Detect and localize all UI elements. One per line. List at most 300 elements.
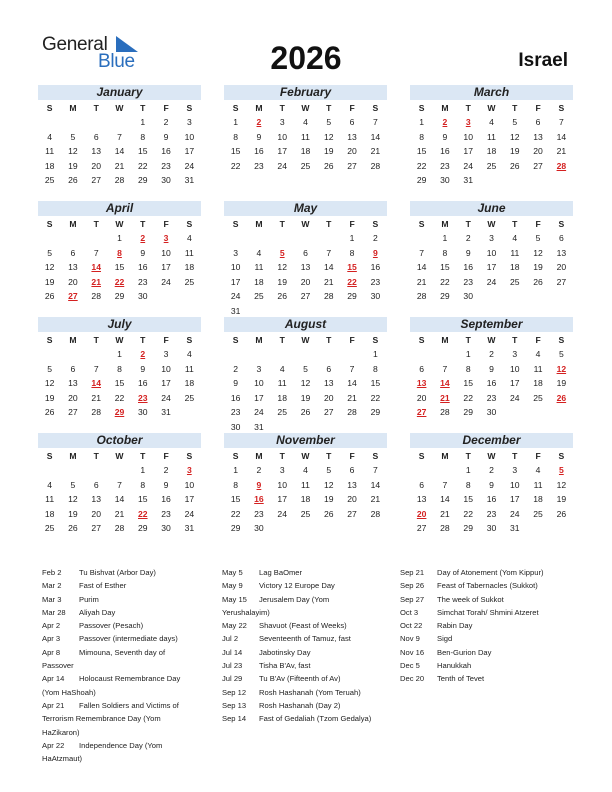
empty-day-cell xyxy=(108,463,131,478)
day-cell: 21 xyxy=(324,276,334,287)
day-cell: 25 xyxy=(184,392,195,403)
day-cell: 18 xyxy=(486,146,497,156)
day-cell: 4 xyxy=(256,247,262,258)
day-cell: 18 xyxy=(533,378,543,388)
weekday-label: S xyxy=(186,103,193,113)
day-cell: 8 xyxy=(233,131,239,142)
day-cell: 8 xyxy=(465,363,471,374)
empty-day-cell xyxy=(247,231,270,246)
day-cell: 5 xyxy=(326,465,332,475)
weekday-label: T xyxy=(326,451,332,461)
weekday-header-row xyxy=(38,217,201,231)
holiday-entry xyxy=(42,646,222,659)
day-cell: 8 xyxy=(419,131,425,142)
day-cell: 4 xyxy=(489,117,494,127)
day-cell: 11 xyxy=(184,247,194,258)
holiday-date: Sep 14 xyxy=(222,714,247,724)
holiday-name: Passover (intermediate days) xyxy=(79,634,178,644)
day-cell: 15 xyxy=(416,146,427,156)
day-cell: 22 xyxy=(416,160,427,171)
weekday-label: M xyxy=(441,219,449,229)
day-cell: 26 xyxy=(300,407,311,417)
day-cell: 10 xyxy=(277,131,287,142)
day-cell: 27 xyxy=(300,291,311,301)
holiday-day-cell: 21 xyxy=(91,276,101,287)
day-cell: 18 xyxy=(254,276,264,287)
holiday-day-cell: 27 xyxy=(416,407,427,417)
day-cell: 19 xyxy=(44,276,55,287)
day-cell: 9 xyxy=(489,479,494,490)
weekday-label: S xyxy=(232,219,239,229)
day-cell: 5 xyxy=(535,233,541,243)
day-cell: 13 xyxy=(91,494,101,504)
day-cell: 4 xyxy=(535,349,541,359)
month-name: December xyxy=(410,433,573,448)
day-cell: 29 xyxy=(138,175,148,185)
day-cell: 8 xyxy=(349,247,355,258)
day-cell: 6 xyxy=(70,363,76,374)
day-cell: 19 xyxy=(277,276,287,287)
day-cell: 9 xyxy=(163,131,169,142)
weekday-header-row xyxy=(410,333,573,347)
month-name: July xyxy=(38,317,201,332)
day-cell: 28 xyxy=(324,291,334,301)
holiday-name-continuation: Terrorism Remembrance Day (Yom xyxy=(42,714,161,724)
day-cell: 12 xyxy=(68,146,78,156)
day-cell: 16 xyxy=(161,494,171,504)
holiday-date: Jul 23 xyxy=(222,661,243,671)
day-cell: 17 xyxy=(161,378,171,388)
day-cell: 9 xyxy=(442,131,448,142)
day-cell: 19 xyxy=(556,494,567,504)
day-cell: 15 xyxy=(114,262,125,272)
weekday-header-row xyxy=(38,101,201,115)
weekday-label: T xyxy=(465,451,471,461)
holiday-date: Sep 21 xyxy=(400,568,425,577)
weekday-label: S xyxy=(558,451,565,461)
holiday-day-cell: 15 xyxy=(347,262,357,272)
holiday-name: Rosh Hashanah (Day 2) xyxy=(259,700,341,710)
weekday-label: S xyxy=(372,103,379,113)
month-name: August xyxy=(224,317,387,332)
day-cell: 17 xyxy=(230,276,241,287)
holiday-date: Jul 2 xyxy=(222,634,239,644)
weekday-label: M xyxy=(441,103,449,113)
weekday-label: F xyxy=(535,451,541,461)
holiday-name: Hanukkah xyxy=(437,661,472,671)
weekday-header-row xyxy=(224,101,387,115)
holiday-entry xyxy=(222,659,402,672)
day-cell: 14 xyxy=(114,146,125,156)
day-cell: 7 xyxy=(372,465,378,475)
day-cell: 30 xyxy=(486,523,497,533)
weekday-header-row xyxy=(38,449,201,463)
day-cell: 21 xyxy=(440,508,450,519)
holiday-name-continuation: (Yom HaShoah) xyxy=(42,687,96,697)
day-cell: 15 xyxy=(138,146,148,156)
weekday-label: T xyxy=(326,335,332,345)
holiday-day-cell: 8 xyxy=(117,247,122,258)
day-cell: 23 xyxy=(254,160,264,171)
holiday-day-cell: 2 xyxy=(140,233,146,243)
weekday-label: S xyxy=(418,219,425,229)
day-cell: 2 xyxy=(256,465,262,475)
day-cell: 24 xyxy=(277,160,287,171)
weekday-label: F xyxy=(163,219,169,229)
day-cell: 2 xyxy=(489,349,494,359)
month-name: February xyxy=(224,85,387,100)
holiday-name: Jerusalem Day (Yom xyxy=(259,594,330,604)
weekday-label: W xyxy=(115,219,124,229)
day-cell: 5 xyxy=(47,363,53,374)
day-cell: 16 xyxy=(161,146,171,156)
weekday-label: T xyxy=(465,219,471,229)
day-cell: 21 xyxy=(114,160,125,171)
empty-day-cell xyxy=(271,231,294,246)
day-cell: 29 xyxy=(230,523,241,533)
weekday-label: T xyxy=(279,451,285,461)
day-cell: 14 xyxy=(370,479,381,490)
day-cell: 29 xyxy=(463,523,473,533)
holiday-entry xyxy=(400,606,580,619)
day-cell: 3 xyxy=(279,117,285,127)
day-cell: 25 xyxy=(300,508,311,519)
day-cell: 7 xyxy=(442,363,448,374)
day-cell: 28 xyxy=(114,175,125,185)
day-cell: 24 xyxy=(184,508,195,519)
day-cell: 4 xyxy=(47,479,53,490)
day-cell: 23 xyxy=(486,508,497,519)
weekday-label: T xyxy=(279,219,285,229)
day-cell: 8 xyxy=(233,479,239,490)
weekday-label: T xyxy=(326,103,332,113)
day-cell: 4 xyxy=(303,465,308,475)
holiday-date: Mar 2 xyxy=(42,581,62,591)
day-cell: 12 xyxy=(68,494,78,504)
day-cell: 29 xyxy=(416,175,427,185)
holiday-entry xyxy=(42,593,222,606)
day-cell: 11 xyxy=(533,479,543,490)
day-cell: 6 xyxy=(326,363,332,374)
day-cell: 15 xyxy=(230,494,241,504)
weekday-label: S xyxy=(558,219,565,229)
holiday-date: Mar 3 xyxy=(42,594,62,604)
day-cell: 16 xyxy=(138,262,148,272)
day-cell: 4 xyxy=(303,117,308,127)
day-cell: 18 xyxy=(300,146,311,156)
day-cell: 18 xyxy=(533,494,543,504)
day-cell: 18 xyxy=(184,262,195,272)
day-cell: 25 xyxy=(44,523,55,533)
weekday-header-row xyxy=(224,333,387,347)
day-cell: 27 xyxy=(324,407,334,417)
day-cell: 11 xyxy=(184,363,194,374)
day-cell: 28 xyxy=(91,291,101,301)
weekday-label: S xyxy=(186,219,193,229)
day-cell: 17 xyxy=(277,146,287,156)
empty-day-cell xyxy=(61,115,84,130)
day-cell: 30 xyxy=(138,291,148,301)
holiday-name: Tu Bishvat (Arbor Day) xyxy=(79,568,156,577)
day-cell: 3 xyxy=(512,349,518,359)
day-cell: 11 xyxy=(45,146,55,156)
country-title: Israel xyxy=(518,50,568,71)
weekday-label: T xyxy=(140,451,146,461)
holiday-entry xyxy=(400,619,580,632)
day-cell: 25 xyxy=(254,291,264,301)
day-cell: 1 xyxy=(140,117,146,127)
holiday-entry xyxy=(400,672,580,685)
day-cell: 7 xyxy=(326,247,332,258)
weekday-label: S xyxy=(232,335,239,345)
day-cell: 25 xyxy=(533,392,543,403)
day-cell: 5 xyxy=(512,117,518,127)
day-cell: 7 xyxy=(419,247,425,258)
day-cell: 4 xyxy=(47,131,53,142)
day-cell: 20 xyxy=(324,392,334,403)
day-cell: 22 xyxy=(230,508,241,519)
holiday-name: Aliyah Day xyxy=(79,607,116,617)
weekday-label: M xyxy=(255,335,263,345)
day-cell: 13 xyxy=(556,247,567,258)
holiday-entry xyxy=(400,593,580,606)
empty-day-cell xyxy=(271,347,294,362)
weekday-label: T xyxy=(140,219,146,229)
day-cell: 12 xyxy=(277,262,287,272)
weekday-header-row xyxy=(224,217,387,231)
weekday-label: S xyxy=(46,335,53,345)
day-cell: 5 xyxy=(558,349,564,359)
holiday-name: Feast of Tabernacles (Sukkot) xyxy=(437,581,538,591)
day-cell: 9 xyxy=(256,131,262,142)
holiday-entry xyxy=(222,712,402,725)
holiday-entry xyxy=(42,739,222,752)
holiday-date: Dec 20 xyxy=(400,674,425,684)
day-cell: 28 xyxy=(91,407,101,417)
holiday-name: Simchat Torah/ Shmini Atzeret xyxy=(437,607,539,617)
day-cell: 10 xyxy=(184,479,195,490)
empty-day-cell xyxy=(433,347,456,362)
month-name: November xyxy=(224,433,387,448)
day-cell: 10 xyxy=(230,262,241,272)
weekday-label: M xyxy=(69,335,77,345)
day-cell: 30 xyxy=(161,175,171,185)
day-cell: 22 xyxy=(114,392,125,403)
empty-day-cell xyxy=(85,347,108,362)
holiday-name: Day of Atonement (Yom Kippur) xyxy=(437,568,544,577)
day-cell: 17 xyxy=(510,378,520,388)
weekday-label: T xyxy=(140,335,146,345)
weekday-label: S xyxy=(46,103,53,113)
empty-day-cell xyxy=(410,463,433,478)
day-cell: 30 xyxy=(230,421,241,432)
day-cell: 7 xyxy=(442,479,448,490)
empty-day-cell xyxy=(340,347,363,362)
empty-day-cell xyxy=(85,231,108,246)
weekday-label: T xyxy=(279,103,285,113)
day-cell: 16 xyxy=(463,262,473,272)
weekday-label: S xyxy=(372,335,379,345)
weekday-label: F xyxy=(349,451,355,461)
day-cell: 29 xyxy=(370,407,381,417)
day-cell: 10 xyxy=(254,378,264,388)
empty-day-cell xyxy=(317,347,340,362)
day-cell: 20 xyxy=(416,392,427,403)
day-cell: 1 xyxy=(419,117,425,127)
day-cell: 15 xyxy=(463,378,473,388)
day-cell: 21 xyxy=(347,392,357,403)
day-grid xyxy=(224,463,387,536)
holiday-date: Dec 5 xyxy=(400,661,420,671)
day-cell: 31 xyxy=(510,523,520,533)
day-cell: 23 xyxy=(138,276,148,287)
day-cell: 7 xyxy=(558,117,564,127)
weekday-header-row xyxy=(410,217,573,231)
holiday-entry xyxy=(400,646,580,659)
empty-day-cell xyxy=(85,463,108,478)
holiday-list-column-2 xyxy=(222,566,402,726)
day-cell: 12 xyxy=(324,479,334,490)
holiday-name: Holocaust Remembrance Day xyxy=(79,674,181,684)
day-cell: 21 xyxy=(556,146,567,156)
day-cell: 26 xyxy=(68,175,78,185)
day-cell: 27 xyxy=(347,160,357,171)
day-cell: 24 xyxy=(510,392,520,403)
day-cell: 7 xyxy=(117,479,122,490)
holiday-day-cell: 22 xyxy=(347,276,357,287)
weekday-label: M xyxy=(441,451,449,461)
day-cell: 19 xyxy=(510,146,520,156)
empty-day-cell xyxy=(38,231,61,246)
day-cell: 17 xyxy=(486,262,497,272)
holiday-entry xyxy=(222,632,402,645)
holiday-entry xyxy=(42,632,222,645)
day-cell: 16 xyxy=(230,392,241,403)
day-cell: 23 xyxy=(463,276,473,287)
holiday-name: Victory 12 Europe Day xyxy=(259,581,335,591)
empty-day-cell xyxy=(224,347,247,362)
holiday-entry xyxy=(222,619,402,632)
day-cell: 14 xyxy=(556,131,567,142)
holiday-entry xyxy=(400,632,580,645)
day-cell: 20 xyxy=(91,508,101,519)
holiday-date: Oct 22 xyxy=(400,621,423,631)
weekday-label: M xyxy=(255,451,263,461)
day-cell: 12 xyxy=(324,131,334,142)
day-cell: 26 xyxy=(44,407,55,417)
weekday-label: F xyxy=(163,451,169,461)
month-september xyxy=(410,317,573,420)
holiday-day-cell: 23 xyxy=(138,392,148,403)
weekday-label: W xyxy=(301,451,310,461)
holiday-day-cell: 5 xyxy=(279,247,285,258)
holiday-date: May 15 xyxy=(222,594,247,604)
day-cell: 24 xyxy=(486,276,497,287)
day-cell: 11 xyxy=(301,131,310,142)
day-cell: 31 xyxy=(463,175,473,185)
day-cell: 11 xyxy=(45,494,55,504)
day-cell: 12 xyxy=(44,378,55,388)
day-cell: 26 xyxy=(324,160,334,171)
day-cell: 27 xyxy=(416,523,427,533)
day-cell: 25 xyxy=(533,508,543,519)
logo-text-blue: Blue xyxy=(98,51,135,72)
holiday-entry xyxy=(222,686,402,699)
month-name: June xyxy=(410,201,573,216)
day-cell: 31 xyxy=(230,305,241,316)
day-cell: 1 xyxy=(465,349,471,359)
day-cell: 30 xyxy=(138,407,148,417)
day-cell: 11 xyxy=(533,363,543,374)
holiday-date: Jul 29 xyxy=(222,674,243,684)
day-cell: 10 xyxy=(510,479,520,490)
day-cell: 3 xyxy=(489,233,494,243)
holiday-date: May 9 xyxy=(222,581,243,591)
month-name: March xyxy=(410,85,573,100)
day-cell: 14 xyxy=(347,378,357,388)
day-cell: 5 xyxy=(70,131,76,142)
day-cell: 27 xyxy=(347,508,357,519)
day-cell: 14 xyxy=(114,494,125,504)
day-grid xyxy=(38,463,201,536)
day-cell: 29 xyxy=(347,291,357,301)
day-cell: 22 xyxy=(463,392,473,403)
day-cell: 11 xyxy=(301,479,310,490)
day-cell: 23 xyxy=(254,508,264,519)
day-cell: 3 xyxy=(256,363,262,374)
holiday-entry xyxy=(42,672,222,685)
holiday-name: Seventeenth of Tamuz, fast xyxy=(259,634,351,644)
day-cell: 1 xyxy=(233,117,239,127)
day-cell: 1 xyxy=(465,465,471,475)
day-cell: 18 xyxy=(277,392,287,403)
holiday-date: Apr 14 xyxy=(42,674,65,684)
day-cell: 26 xyxy=(44,291,55,301)
holiday-day-cell: 22 xyxy=(138,508,148,519)
holiday-day-cell: 26 xyxy=(556,392,567,403)
day-cell: 31 xyxy=(254,421,264,432)
weekday-label: W xyxy=(487,335,496,345)
day-cell: 17 xyxy=(277,494,287,504)
day-cell: 13 xyxy=(533,131,543,142)
weekday-label: S xyxy=(46,219,53,229)
day-cell: 2 xyxy=(465,233,471,243)
day-cell: 20 xyxy=(68,276,78,287)
day-cell: 25 xyxy=(184,276,195,287)
day-cell: 24 xyxy=(277,508,287,519)
day-cell: 28 xyxy=(347,407,357,417)
day-cell: 30 xyxy=(370,291,381,301)
holiday-date: Sep 26 xyxy=(400,581,425,591)
day-cell: 10 xyxy=(184,131,195,142)
weekday-label: W xyxy=(487,451,496,461)
day-cell: 6 xyxy=(93,131,99,142)
day-grid xyxy=(224,115,387,173)
holiday-name: Lag BaOmer xyxy=(259,568,303,577)
day-cell: 6 xyxy=(535,117,541,127)
day-cell: 19 xyxy=(68,160,78,171)
day-grid xyxy=(410,347,573,420)
day-cell: 7 xyxy=(93,363,99,374)
day-cell: 7 xyxy=(349,363,355,374)
empty-day-cell xyxy=(433,463,456,478)
month-april xyxy=(38,201,201,304)
day-cell: 25 xyxy=(510,276,520,287)
day-cell: 7 xyxy=(117,131,122,142)
holiday-date: May 22 xyxy=(222,621,247,631)
day-cell: 5 xyxy=(326,117,332,127)
weekday-label: S xyxy=(186,451,193,461)
